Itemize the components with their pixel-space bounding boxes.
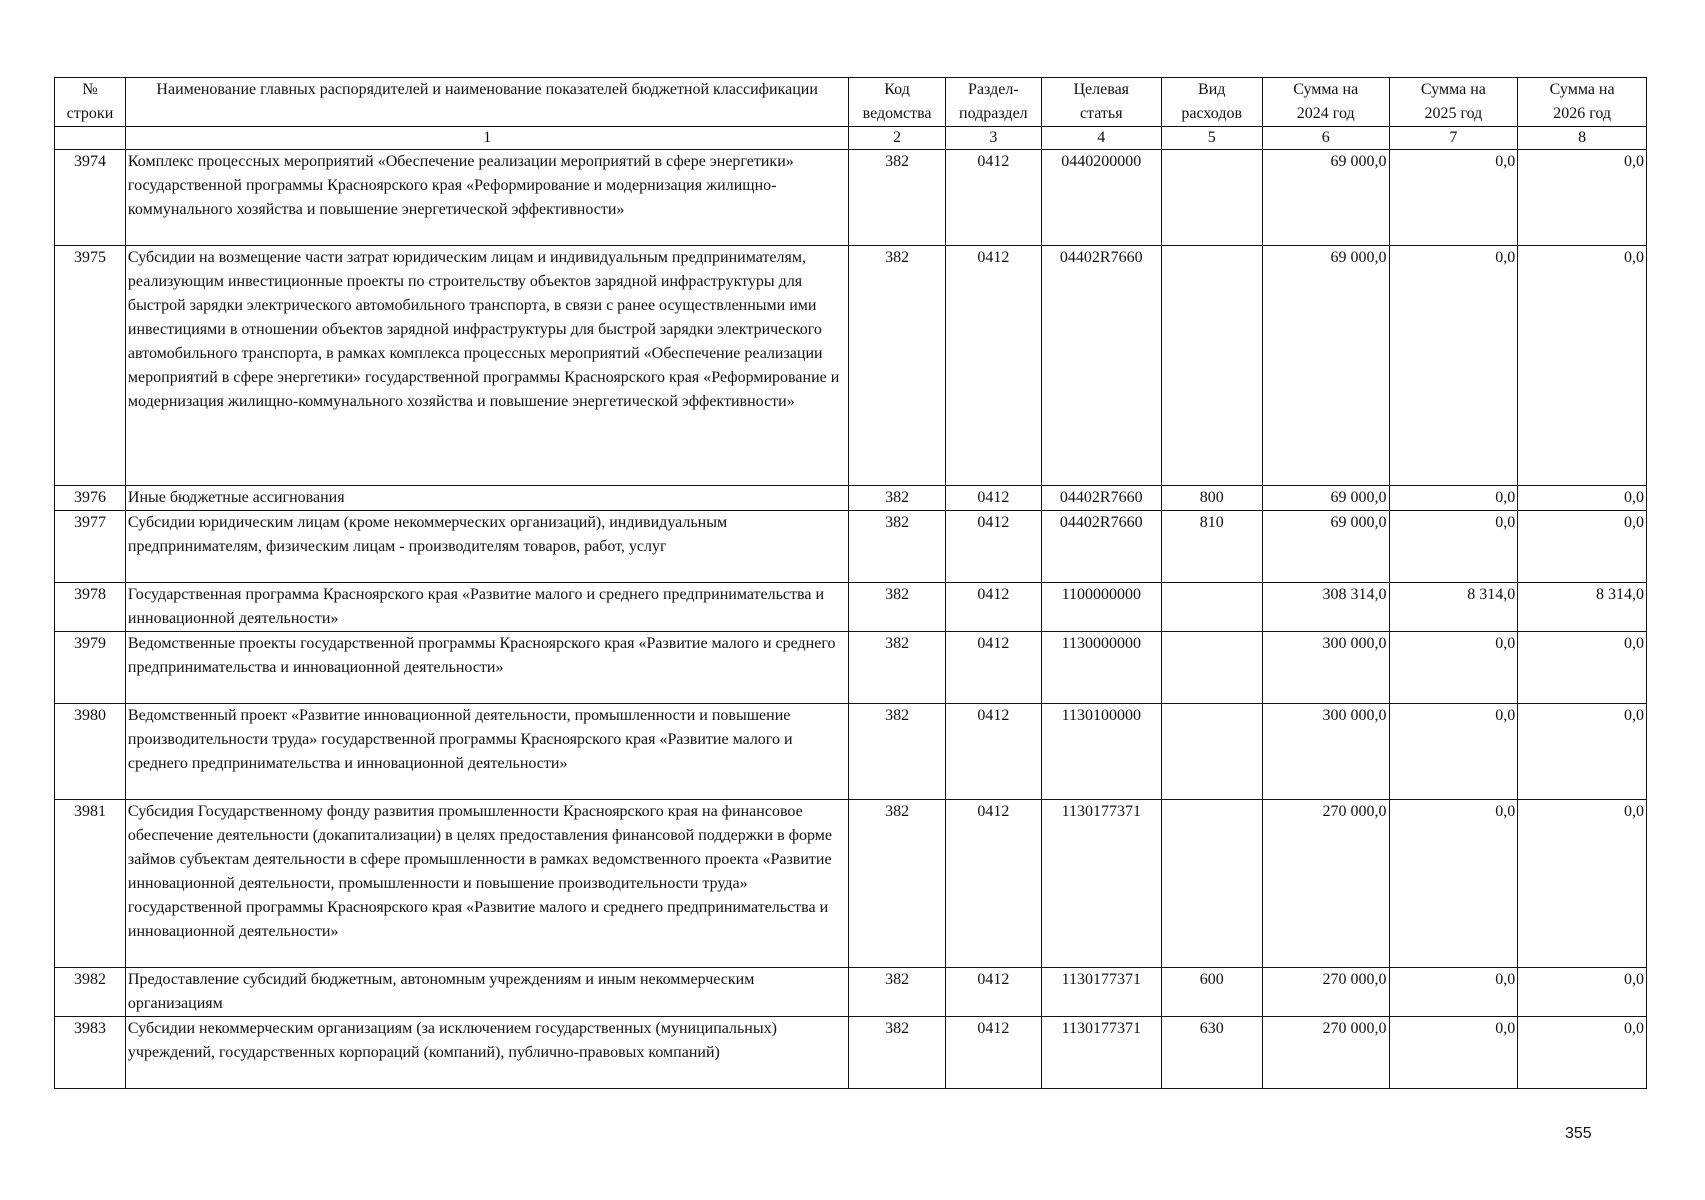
row-sum-2026: 0,0 bbox=[1518, 800, 1647, 968]
header-section: Раздел- подраздел bbox=[945, 78, 1041, 127]
row-name: Иные бюджетные ассигнования bbox=[125, 486, 849, 511]
row-name: Субсидии некоммерческим организациям (за исключением государственных (муниципальных) учреждений, государственных корпораций (компаний), публично-правовых компаний) bbox=[125, 1017, 849, 1089]
row-sum-2026: 0,0 bbox=[1518, 486, 1647, 511]
row-section: 0412 bbox=[945, 583, 1041, 632]
row-sum-2025: 0,0 bbox=[1389, 511, 1518, 583]
row-section: 0412 bbox=[945, 968, 1041, 1017]
table-row bbox=[55, 632, 1647, 704]
row-name: Ведомственный проект «Развитие инновационной деятельности, промышленности и повышение производительности труда» государственной программы Красноярского края «Развитие малого и среднего предпринимательства и инновационной деятельности» bbox=[125, 704, 849, 800]
row-sum-2025: 8 314,0 bbox=[1389, 583, 1518, 632]
row-sum-2024: 69 000,0 bbox=[1262, 486, 1389, 511]
row-target: 04402R7660 bbox=[1041, 246, 1161, 486]
row-expense-type bbox=[1161, 800, 1262, 968]
row-expense-type: 800 bbox=[1161, 486, 1262, 511]
row-sum-2025: 0,0 bbox=[1389, 246, 1518, 486]
row-dept-code: 382 bbox=[849, 704, 945, 800]
row-number: 3977 bbox=[55, 511, 126, 583]
header-sum-2024: Сумма на 2024 год bbox=[1262, 78, 1389, 127]
column-number: 7 bbox=[1389, 127, 1518, 150]
header-row bbox=[55, 78, 1647, 127]
row-section: 0412 bbox=[945, 704, 1041, 800]
row-sum-2024: 270 000,0 bbox=[1262, 1017, 1389, 1089]
row-number: 3975 bbox=[55, 246, 126, 486]
row-dept-code: 382 bbox=[849, 632, 945, 704]
row-expense-type bbox=[1161, 583, 1262, 632]
header-target: Целевая статья bbox=[1041, 78, 1161, 127]
row-number: 3983 bbox=[55, 1017, 126, 1089]
row-expense-type: 600 bbox=[1161, 968, 1262, 1017]
row-sum-2026: 0,0 bbox=[1518, 968, 1647, 1017]
column-number: 4 bbox=[1041, 127, 1161, 150]
row-target: 1130177371 bbox=[1041, 1017, 1161, 1089]
column-number: 3 bbox=[945, 127, 1041, 150]
table-row bbox=[55, 511, 1647, 583]
table-row bbox=[55, 246, 1647, 486]
page-number: 355 bbox=[1565, 1125, 1592, 1142]
row-expense-type bbox=[1161, 632, 1262, 704]
row-number: 3974 bbox=[55, 150, 126, 246]
table-row bbox=[55, 150, 1647, 246]
row-sum-2025: 0,0 bbox=[1389, 1017, 1518, 1089]
row-expense-type bbox=[1161, 704, 1262, 800]
table-header bbox=[55, 78, 1647, 150]
row-name: Государственная программа Красноярского края «Развитие малого и среднего предпринимательства и инновационной деятельности» bbox=[125, 583, 849, 632]
row-sum-2024: 300 000,0 bbox=[1262, 632, 1389, 704]
row-section: 0412 bbox=[945, 486, 1041, 511]
row-sum-2024: 69 000,0 bbox=[1262, 246, 1389, 486]
row-sum-2025: 0,0 bbox=[1389, 632, 1518, 704]
row-target: 04402R7660 bbox=[1041, 486, 1161, 511]
row-sum-2025: 0,0 bbox=[1389, 150, 1518, 246]
column-number: 6 bbox=[1262, 127, 1389, 150]
table-body bbox=[55, 150, 1647, 1089]
header-sum-2026: Сумма на 2026 год bbox=[1518, 78, 1647, 127]
row-dept-code: 382 bbox=[849, 511, 945, 583]
row-sum-2025: 0,0 bbox=[1389, 486, 1518, 511]
header-expense-type: Вид расходов bbox=[1161, 78, 1262, 127]
row-number: 3976 bbox=[55, 486, 126, 511]
header-sum-2025: Сумма на 2025 год bbox=[1389, 78, 1518, 127]
row-target: 1130177371 bbox=[1041, 800, 1161, 968]
row-expense-type bbox=[1161, 150, 1262, 246]
row-sum-2026: 0,0 bbox=[1518, 1017, 1647, 1089]
row-section: 0412 bbox=[945, 511, 1041, 583]
row-section: 0412 bbox=[945, 800, 1041, 968]
table-row bbox=[55, 968, 1647, 1017]
header-dept-code: Код ведомства bbox=[849, 78, 945, 127]
row-dept-code: 382 bbox=[849, 583, 945, 632]
row-target: 1130100000 bbox=[1041, 704, 1161, 800]
row-dept-code: 382 bbox=[849, 1017, 945, 1089]
row-expense-type bbox=[1161, 246, 1262, 486]
column-numbers-row bbox=[55, 127, 1647, 150]
row-dept-code: 382 bbox=[849, 150, 945, 246]
column-number: 5 bbox=[1161, 127, 1262, 150]
row-expense-type: 630 bbox=[1161, 1017, 1262, 1089]
row-number: 3979 bbox=[55, 632, 126, 704]
row-sum-2026: 0,0 bbox=[1518, 704, 1647, 800]
header-name: Наименование главных распорядителей и наименование показателей бюджетной классификации bbox=[125, 78, 849, 127]
row-name: Ведомственные проекты государственной программы Красноярского края «Развитие малого и среднего предпринимательства и инновационной деятельности» bbox=[125, 632, 849, 704]
row-sum-2024: 69 000,0 bbox=[1262, 150, 1389, 246]
row-sum-2026: 0,0 bbox=[1518, 150, 1647, 246]
row-number: 3978 bbox=[55, 583, 126, 632]
row-sum-2025: 0,0 bbox=[1389, 704, 1518, 800]
row-section: 0412 bbox=[945, 150, 1041, 246]
column-number: 1 bbox=[125, 127, 849, 150]
row-sum-2024: 270 000,0 bbox=[1262, 800, 1389, 968]
column-number: 2 bbox=[849, 127, 945, 150]
row-name: Субсидии юридическим лицам (кроме некоммерческих организаций), индивидуальным предпринимателям, физическим лицам - производителям товаров, работ, услуг bbox=[125, 511, 849, 583]
row-target: 0440200000 bbox=[1041, 150, 1161, 246]
row-name: Комплекс процессных мероприятий «Обеспечение реализации мероприятий в сфере энергетики» государственной программы Красноярского края «Реформирование и модернизация жилищно-коммунального хозяйства и повышение энергетической эффективности» bbox=[125, 150, 849, 246]
row-sum-2025: 0,0 bbox=[1389, 800, 1518, 968]
row-dept-code: 382 bbox=[849, 968, 945, 1017]
row-name: Субсидия Государственному фонду развития промышленности Красноярского края на финансовое обеспечение деятельности (докапитализации) в целях предоставления финансовой поддержки в форме займов субъектам деятельности в сфере промышленности в рамках ведомственного проекта «Развитие инновационной деятельности, промышленности и повышение производительности труда» государственной программы Красноярского края «Развитие малого и среднего предпринимательства и инновационной деятельности» bbox=[125, 800, 849, 968]
budget-table bbox=[54, 77, 1647, 1089]
row-dept-code: 382 bbox=[849, 246, 945, 486]
row-target: 04402R7660 bbox=[1041, 511, 1161, 583]
table-row bbox=[55, 1017, 1647, 1089]
row-sum-2026: 0,0 bbox=[1518, 246, 1647, 486]
row-sum-2024: 308 314,0 bbox=[1262, 583, 1389, 632]
row-section: 0412 bbox=[945, 1017, 1041, 1089]
row-dept-code: 382 bbox=[849, 800, 945, 968]
row-sum-2026: 0,0 bbox=[1518, 511, 1647, 583]
row-sum-2026: 0,0 bbox=[1518, 632, 1647, 704]
row-number: 3980 bbox=[55, 704, 126, 800]
row-sum-2024: 270 000,0 bbox=[1262, 968, 1389, 1017]
header-row-no: № строки bbox=[55, 78, 126, 127]
row-sum-2024: 69 000,0 bbox=[1262, 511, 1389, 583]
row-section: 0412 bbox=[945, 246, 1041, 486]
row-target: 1100000000 bbox=[1041, 583, 1161, 632]
row-section: 0412 bbox=[945, 632, 1041, 704]
row-target: 1130177371 bbox=[1041, 968, 1161, 1017]
table-row bbox=[55, 583, 1647, 632]
table-row bbox=[55, 704, 1647, 800]
table-row bbox=[55, 800, 1647, 968]
column-number bbox=[55, 127, 126, 150]
row-sum-2026: 8 314,0 bbox=[1518, 583, 1647, 632]
row-dept-code: 382 bbox=[849, 486, 945, 511]
row-sum-2025: 0,0 bbox=[1389, 968, 1518, 1017]
row-name: Предоставление субсидий бюджетным, автономным учреждениям и иным некоммерческим организациям bbox=[125, 968, 849, 1017]
row-number: 3981 bbox=[55, 800, 126, 968]
row-name: Субсидии на возмещение части затрат юридическим лицам и индивидуальным предпринимателям, реализующим инвестиционные проекты по строительству объектов зарядной инфраструктуры для быстрой зарядки электрического автомобильного транспорта, в связи с ранее осуществленными ими инвестициями в отношении объектов зарядной инфраструктуры для быстрой зарядки электрического автомобильного транспорта, в рамках комплекса процессных мероприятий «Обеспечение реализации мероприятий в сфере энергетики» государственной программы Красноярского края «Реформирование и модернизация жилищно-коммунального хозяйства и повышение энергетической эффективности» bbox=[125, 246, 849, 486]
row-target: 1130000000 bbox=[1041, 632, 1161, 704]
row-number: 3982 bbox=[55, 968, 126, 1017]
table-row bbox=[55, 486, 1647, 511]
row-sum-2024: 300 000,0 bbox=[1262, 704, 1389, 800]
row-expense-type: 810 bbox=[1161, 511, 1262, 583]
column-number: 8 bbox=[1518, 127, 1647, 150]
